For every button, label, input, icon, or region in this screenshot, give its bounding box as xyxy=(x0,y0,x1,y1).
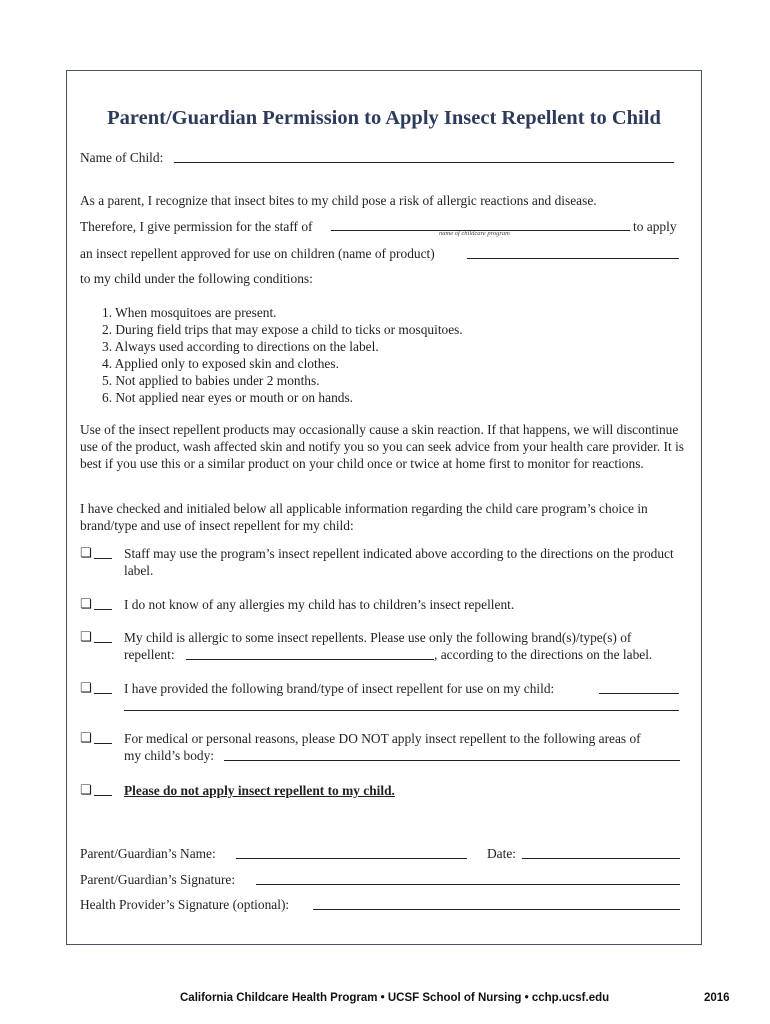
condition-item: 3. Always used according to directions on the label. xyxy=(102,339,379,354)
parent-signature-field[interactable] xyxy=(256,884,680,885)
body-areas-field[interactable] xyxy=(224,760,680,761)
permission-suffix: to apply xyxy=(633,219,677,234)
form-title: Parent/Guardian Permission to Apply Insect Repellent to Child xyxy=(107,107,661,129)
option-provided: I have provided the following brand/type of insect repellent for use on my child: xyxy=(124,681,555,696)
name-of-child-field[interactable] xyxy=(174,162,674,163)
parent-name-label: Parent/Guardian’s Name: xyxy=(80,846,216,861)
product-line: an insect repellent approved for use on children (name of product) xyxy=(80,246,435,261)
product-name-field[interactable] xyxy=(467,258,679,259)
provided-brand-field-line2[interactable] xyxy=(124,710,679,711)
parent-name-field[interactable] xyxy=(236,858,467,859)
option-medical: For medical or personal reasons, please DO NOT apply insect repellent to the following areas of xyxy=(124,731,641,746)
allergic-brands-field[interactable] xyxy=(186,659,434,660)
option-no-allergies: I do not know of any allergies my child has to children’s insect repellent. xyxy=(124,597,515,612)
checkbox-icon[interactable]: ❏ xyxy=(80,731,92,746)
option-allergic-text: My child is allergic to some insect repellents. Please use only the following brand(s)/type(s) of xyxy=(124,630,632,645)
condition-item: 2. During field trips that may expose a child to ticks or mosquitoes. xyxy=(102,322,463,337)
condition-item: 4. Applied only to exposed skin and clothes. xyxy=(102,356,339,371)
provided-brand-field[interactable] xyxy=(599,693,679,694)
condition-item: 1. When mosquitoes are present. xyxy=(102,305,277,320)
date-label: Date: xyxy=(487,846,516,861)
name-of-child-label: Name of Child: xyxy=(80,150,164,165)
condition-item: 5. Not applied to babies under 2 months. xyxy=(102,373,320,388)
initial-field[interactable] xyxy=(94,693,112,694)
footer-text: California Childcare Health Program • UCSF School of Nursing • cchp.ucsf.edu xyxy=(180,992,610,1004)
initial-field[interactable] xyxy=(94,558,112,559)
parent-signature-label: Parent/Guardian’s Signature: xyxy=(80,872,236,887)
option-medical-body-label: my child’s body: xyxy=(124,748,215,763)
option-allergic-repellent-label: repellent: xyxy=(124,647,175,662)
checkbox-icon[interactable]: ❏ xyxy=(80,546,92,561)
option-do-not-apply: Please do not apply insect repellent to my child. xyxy=(124,783,395,798)
health-provider-signature-field[interactable] xyxy=(313,909,680,910)
checkbox-icon[interactable]: ❏ xyxy=(80,783,92,798)
checkbox-icon[interactable]: ❏ xyxy=(80,681,92,696)
health-provider-label: Health Provider’s Signature (optional): xyxy=(80,897,290,912)
footer-year: 2016 xyxy=(704,992,730,1004)
checkbox-icon[interactable]: ❏ xyxy=(80,597,92,612)
date-field[interactable] xyxy=(522,858,680,859)
option-allergic-suffix: , according to the directions on the label. xyxy=(434,647,653,662)
checkbox-icon[interactable]: ❏ xyxy=(80,630,92,645)
program-caption: name of childcare program xyxy=(439,230,510,237)
condition-item: 6. Not applied near eyes or mouth or on hands. xyxy=(102,390,354,405)
initial-field[interactable] xyxy=(94,743,112,744)
option-staff-use: Staff may use the program’s insect repellent indicated above according to the directions on the product label. xyxy=(124,546,674,578)
intro-line: As a parent, I recognize that insect bites to my child pose a risk of allergic reactions and disease. xyxy=(80,193,597,208)
initial-field[interactable] xyxy=(94,795,112,796)
permission-prefix: Therefore, I give permission for the staff of xyxy=(80,219,313,234)
initial-field[interactable] xyxy=(94,642,112,643)
reaction-paragraph: Use of the insect repellent products may occasionally cause a skin reaction. If that happens, we will discontinue use of the product, wash affected skin and notify you so you can seek advice from your health care provider. It is best if you use this or a similar product on your child once or twice at home first to monitor for reactions. xyxy=(80,422,685,471)
checked-intro: I have checked and initialed below all applicable information regarding the child care program’s choice in brand/type and use of insect repellent for my child: xyxy=(80,501,648,533)
conditions-intro: to my child under the following conditions: xyxy=(80,271,313,286)
initial-field[interactable] xyxy=(94,609,112,610)
